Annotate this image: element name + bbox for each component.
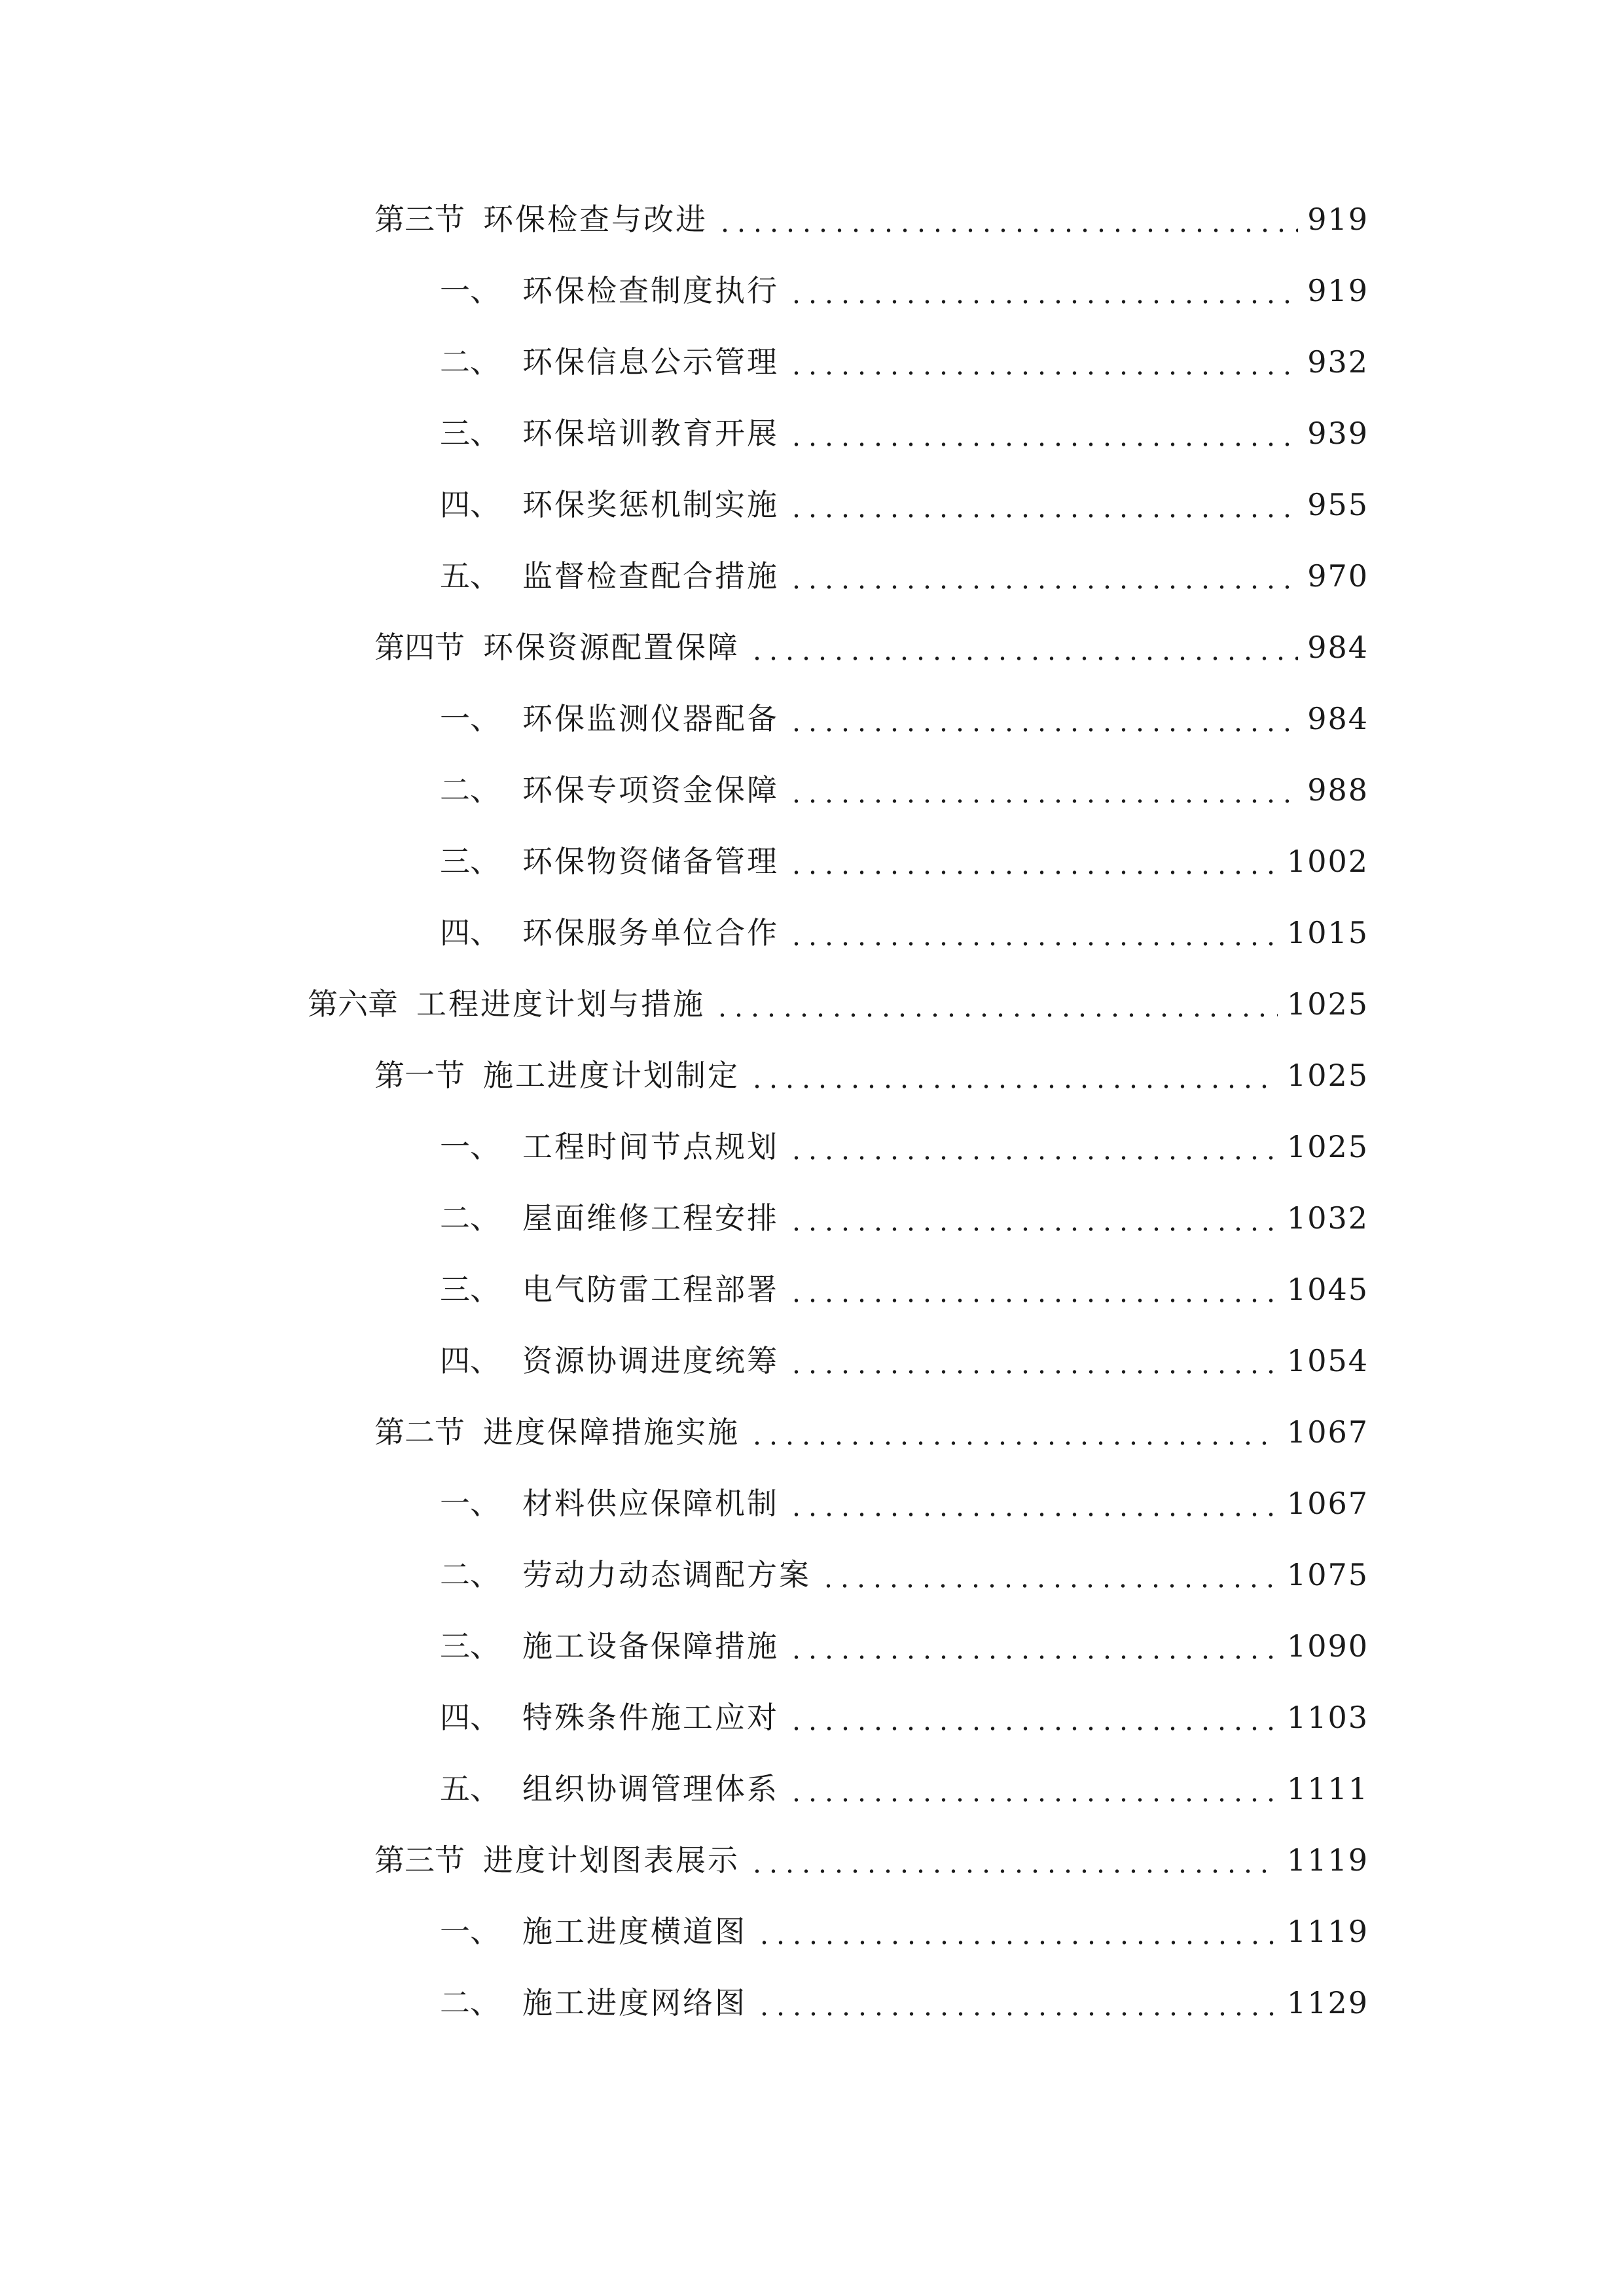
dot-leader: [788, 696, 1298, 742]
toc-entry-page: 1025: [1286, 986, 1369, 1022]
toc-item-entry[interactable]: [440, 1695, 1369, 1740]
toc-entry-number: 第三节: [374, 1842, 465, 1878]
toc-item-entry[interactable]: [440, 1338, 1369, 1384]
toc-entry-title: 施工进度网络图: [522, 1985, 747, 2020]
toc-entry-page: 1025: [1286, 1058, 1369, 1093]
toc-entry-page: 984: [1307, 701, 1369, 736]
toc-entry-page: 1045: [1286, 1272, 1369, 1307]
toc-entry-number: 三、: [440, 844, 500, 879]
toc-entry-page: 1119: [1286, 1842, 1369, 1878]
dot-leader: [788, 482, 1298, 528]
toc-item-entry[interactable]: [440, 339, 1369, 385]
toc-entry-page: 939: [1307, 416, 1369, 451]
toc-entry-title: 环保监测仪器配备: [522, 701, 779, 736]
toc-entry-number: 二、: [440, 344, 500, 380]
dot-leader: [788, 1338, 1278, 1384]
dot-leader: [788, 339, 1298, 385]
toc-entry-page: 955: [1307, 487, 1369, 522]
toc-entry-number: 四、: [440, 1700, 500, 1735]
toc-entry-page: 1054: [1286, 1343, 1369, 1378]
toc-entry-page: 1119: [1286, 1914, 1369, 1949]
toc-entry-title: 环保检查制度执行: [522, 273, 779, 308]
toc-entry-number: 三、: [440, 1272, 500, 1307]
toc-entry-title: 环保信息公示管理: [522, 344, 779, 380]
toc-entry-title: 屋面维修工程安排: [522, 1200, 779, 1236]
toc-entry-number: 一、: [440, 1914, 500, 1949]
toc-item-entry[interactable]: [440, 696, 1369, 742]
dot-leader: [788, 1695, 1278, 1740]
toc-entry-number: 二、: [440, 1557, 500, 1592]
toc-item-entry[interactable]: [440, 553, 1369, 599]
dot-leader: [788, 1480, 1278, 1526]
toc-entry-number: 第二节: [374, 1414, 465, 1450]
toc-entry-number: 三、: [440, 416, 500, 451]
toc-entry-title: 环保专项资金保障: [522, 772, 779, 808]
toc-entry-title: 环保物资储备管理: [522, 844, 779, 879]
dot-leader: [714, 981, 1278, 1027]
toc-entry-number: 第三节: [374, 202, 465, 237]
dot-leader: [788, 268, 1298, 314]
dot-leader: [756, 1980, 1278, 2026]
toc-entry-page: 1075: [1286, 1557, 1369, 1592]
toc-entry-title: 特殊条件施工应对: [522, 1700, 779, 1735]
toc-entry-number: 二、: [440, 1200, 500, 1236]
toc-entry-page: 1067: [1286, 1414, 1369, 1450]
toc-entry-page: 970: [1307, 558, 1369, 594]
toc-entry-title: 资源协调进度统筹: [522, 1343, 779, 1378]
toc-entry-page: 1067: [1286, 1486, 1369, 1521]
toc-entry-number: 一、: [440, 701, 500, 736]
toc-entry-title: 施工进度计划制定: [483, 1058, 740, 1093]
toc-item-entry[interactable]: [440, 1266, 1369, 1312]
toc-entry-number: 三、: [440, 1628, 500, 1664]
toc-entry-number: 第六章: [308, 986, 398, 1022]
toc-entry-page: 1015: [1286, 915, 1369, 950]
dot-leader: [788, 410, 1298, 456]
toc-entry-title: 环保奖惩机制实施: [522, 487, 779, 522]
toc-item-entry[interactable]: [440, 910, 1369, 956]
dot-leader: [749, 1409, 1278, 1455]
toc-entry-number: 一、: [440, 273, 500, 308]
toc-item-entry[interactable]: [440, 1480, 1369, 1526]
toc-item-entry[interactable]: [440, 1980, 1369, 2026]
toc-entry-page: 1032: [1286, 1200, 1369, 1236]
toc-entry-number: 二、: [440, 772, 500, 808]
toc-entry-title: 进度保障措施实施: [483, 1414, 740, 1450]
toc-entry-number: 四、: [440, 915, 500, 950]
toc-entry-number: 四、: [440, 487, 500, 522]
toc-entry-title: 施工进度横道图: [522, 1914, 747, 1949]
toc-chapter-entry[interactable]: [308, 981, 1369, 1027]
toc-entry-page: 984: [1307, 630, 1369, 665]
toc-section-entry[interactable]: [374, 1052, 1369, 1098]
toc-entry-title: 材料供应保障机制: [522, 1486, 779, 1521]
toc-entry-title: 环保检查与改进: [483, 202, 708, 237]
toc-entry-number: 二、: [440, 1985, 500, 2020]
toc-entry-title: 环保培训教育开展: [522, 416, 779, 451]
toc-entry-title: 进度计划图表展示: [483, 1842, 740, 1878]
dot-leader: [788, 1266, 1278, 1312]
toc-entry-number: 五、: [440, 558, 500, 594]
toc-entry-number: 四、: [440, 1343, 500, 1378]
toc-entry-title: 监督检查配合措施: [522, 558, 779, 594]
toc-section-entry[interactable]: [374, 196, 1369, 242]
toc-entry-number: 第四节: [374, 630, 465, 665]
toc-item-entry[interactable]: [440, 838, 1369, 884]
toc-section-entry[interactable]: [374, 624, 1369, 670]
toc-item-entry[interactable]: [440, 767, 1369, 813]
toc-entry-page: 919: [1307, 202, 1369, 237]
toc-item-entry[interactable]: [440, 268, 1369, 314]
toc-item-entry[interactable]: [440, 1623, 1369, 1669]
toc-entry-title: 工程时间节点规划: [522, 1129, 779, 1164]
dot-leader: [749, 1837, 1278, 1883]
toc-item-entry[interactable]: [440, 1124, 1369, 1170]
toc-item-entry[interactable]: [440, 1195, 1369, 1241]
toc-entry-page: 1129: [1286, 1985, 1369, 2020]
dot-leader: [788, 1195, 1278, 1241]
toc-entry-page: 988: [1307, 772, 1369, 808]
dot-leader: [788, 1623, 1278, 1669]
toc-entry-title: 电气防雷工程部署: [522, 1272, 779, 1307]
dot-leader: [788, 838, 1278, 884]
toc-entry-title: 劳动力动态调配方案: [522, 1557, 811, 1592]
dot-leader: [788, 767, 1298, 813]
toc-section-entry[interactable]: [374, 1837, 1369, 1883]
toc-entry-title: 环保服务单位合作: [522, 915, 779, 950]
toc-entry-number: 一、: [440, 1486, 500, 1521]
dot-leader: [788, 910, 1278, 956]
toc-entry-title: 环保资源配置保障: [483, 630, 740, 665]
dot-leader: [820, 1552, 1278, 1598]
dot-leader: [749, 624, 1298, 670]
toc-entry-number: 一、: [440, 1129, 500, 1164]
toc-item-entry[interactable]: [440, 1766, 1369, 1812]
toc-entry-title: 组织协调管理体系: [522, 1771, 779, 1806]
toc-entry-number: 五、: [440, 1771, 500, 1806]
toc-entry-page: 1103: [1286, 1700, 1369, 1735]
dot-leader: [788, 1766, 1278, 1812]
toc-item-entry[interactable]: [440, 410, 1369, 456]
dot-leader: [756, 1909, 1278, 1954]
toc-entry-page: 919: [1307, 273, 1369, 308]
dot-leader: [749, 1052, 1278, 1098]
toc-entry-title: 工程进度计划与措施: [416, 986, 705, 1022]
toc-entry-page: 932: [1307, 344, 1369, 380]
dot-leader: [717, 196, 1298, 242]
toc-section-entry[interactable]: [374, 1409, 1369, 1455]
dot-leader: [788, 553, 1298, 599]
toc-item-entry[interactable]: [440, 482, 1369, 528]
dot-leader: [788, 1124, 1278, 1170]
toc-entry-title: 施工设备保障措施: [522, 1628, 779, 1664]
toc-entry-number: 第一节: [374, 1058, 465, 1093]
toc-entry-page: 1111: [1286, 1771, 1369, 1806]
toc-entry-page: 1090: [1286, 1628, 1369, 1664]
toc-item-entry[interactable]: [440, 1552, 1369, 1598]
toc-item-entry[interactable]: [440, 1909, 1369, 1954]
toc-entry-page: 1002: [1286, 844, 1369, 879]
toc-entry-page: 1025: [1286, 1129, 1369, 1164]
